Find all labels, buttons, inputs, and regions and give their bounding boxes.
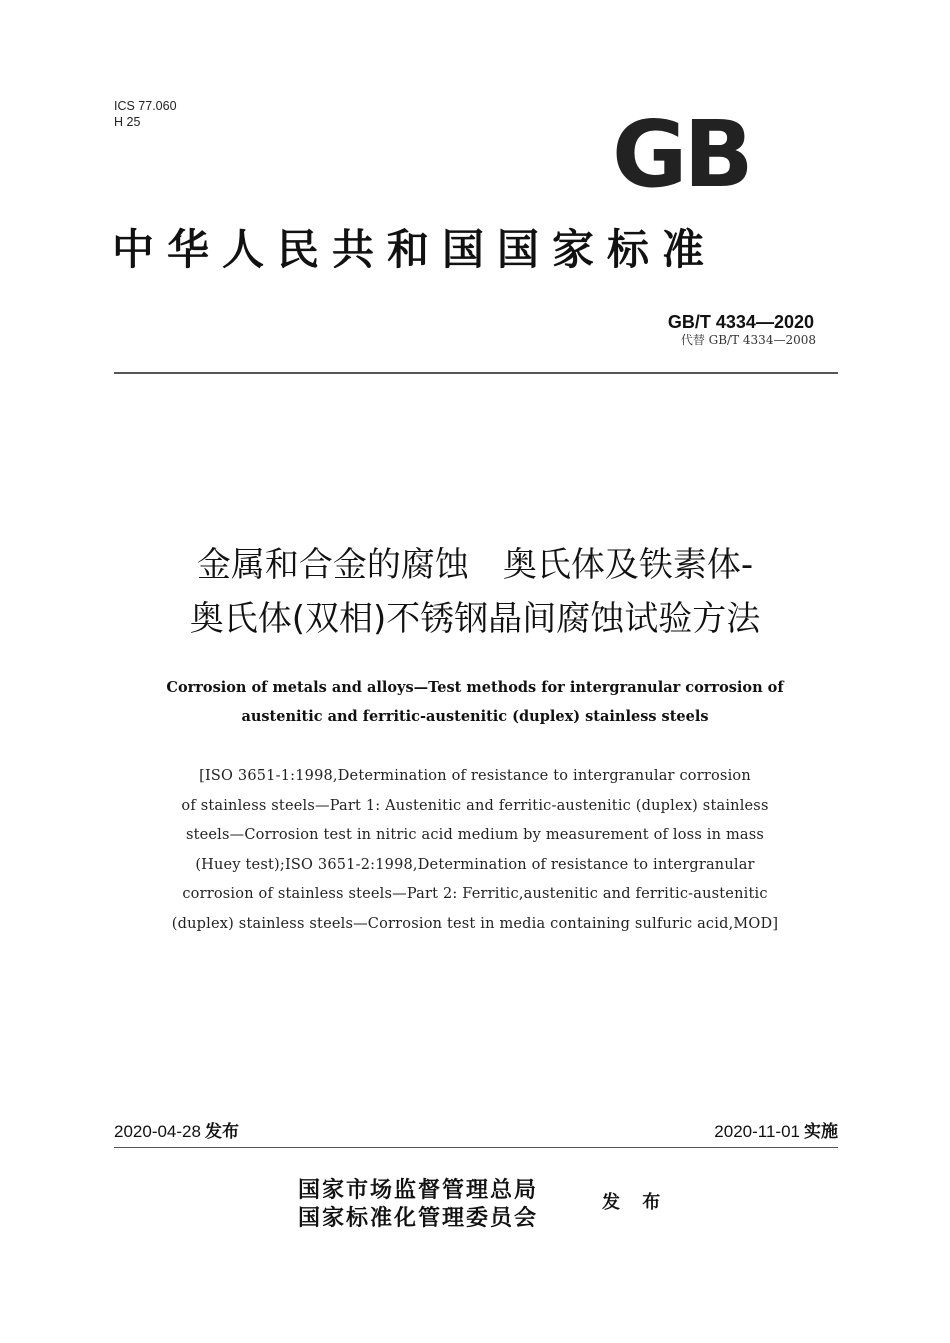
publish-label: 发布 <box>204 1122 239 1142</box>
implement-date: 2020-11-01 <box>714 1122 800 1141</box>
english-title-line-1: Corrosion of metals and alloys—Test methods for intergranular corrosion of <box>166 679 784 696</box>
ics-code: ICS 77.060 <box>114 99 177 113</box>
implement-label: 实施 <box>804 1122 838 1142</box>
gb-logo <box>612 101 792 208</box>
iso-reference-line: (Huey test);ISO 3651-2:1998,Determination of resistance to intergranular <box>195 856 755 873</box>
iso-reference-line: corrosion of stainless steels—Part 2: Ferritic,austenitic and ferritic-austenitic <box>182 886 768 903</box>
publish-date-block <box>114 1121 239 1143</box>
english-title-line-2: austenitic and ferritic-austenitic (duplex) stainless steels <box>241 708 709 725</box>
national-standard-title: 中华人民共和国国家标准 <box>112 225 718 274</box>
issuing-authorities <box>298 1176 538 1232</box>
iso-reference <box>100 762 850 940</box>
iso-reference-line: steels—Corrosion test in nitric acid medium by measurement of loss in mass <box>185 827 765 844</box>
issue-verb: 发 布 <box>602 1192 669 1213</box>
iso-reference-line: [ISO 3651-1:1998,Determination of resistance to intergranular corrosion <box>199 768 751 784</box>
bottom-divider <box>114 1147 838 1148</box>
chinese-title-line-1: 金属和合金的腐蚀 奥氏体及铁素体- <box>196 545 754 585</box>
chinese-title-line-2: 奥氏体(双相)不锈钢晶间腐蚀试验方法 <box>189 599 761 639</box>
classification-codes <box>114 98 177 130</box>
iso-reference-line: of stainless steels—Part 1: Austenitic and ferritic-austenitic (duplex) stainless <box>181 797 769 814</box>
standard-number: GB/T 4334—2020 <box>667 312 814 332</box>
issuer-sac: 国家标准化管理委员会 <box>298 1205 539 1231</box>
replaces-standard: 代替 GB/T 4334—2008 <box>680 333 816 347</box>
top-divider <box>114 372 838 374</box>
ccs-code: H 25 <box>114 115 141 129</box>
implement-date-block <box>714 1121 838 1143</box>
iso-reference-line: (duplex) stainless steels—Corrosion test in media containing sulfuric acid,MOD] <box>171 915 779 932</box>
gb-logo-text: GB <box>612 101 750 208</box>
publish-date: 2020-04-28 <box>114 1122 201 1141</box>
issuer-samr: 国家市场监督管理总局 <box>298 1177 539 1203</box>
